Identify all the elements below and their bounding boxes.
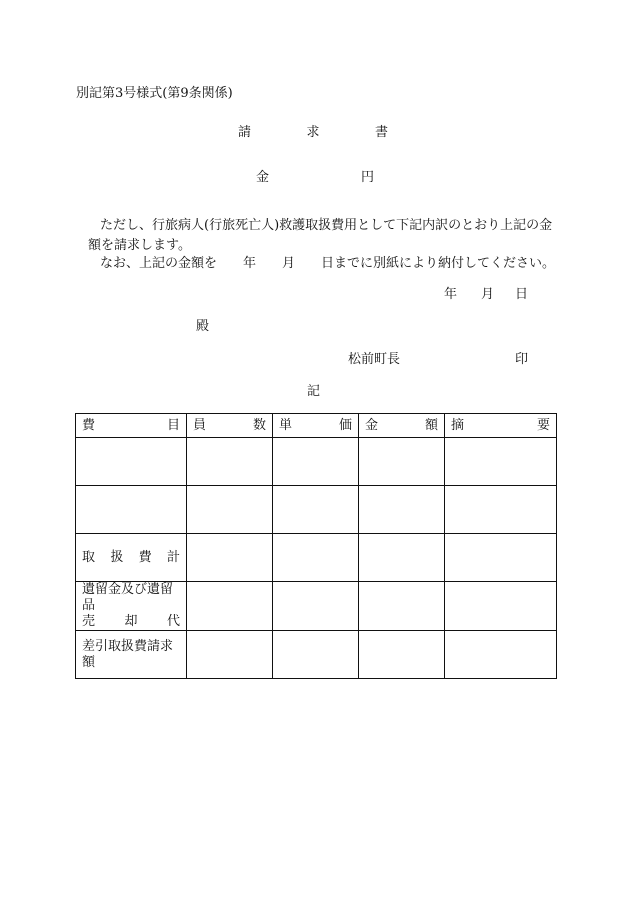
table-cell[interactable] — [76, 486, 187, 534]
table-row — [76, 438, 557, 486]
date-year-label: 年 — [444, 287, 458, 302]
row-label-remains: 遺留金及び遺留品 売 却 代 — [76, 582, 187, 631]
amount-prefix: 金 — [256, 170, 270, 185]
section-heading-ki: 記 — [307, 384, 321, 399]
table-cell[interactable] — [359, 534, 445, 582]
table-cell[interactable] — [359, 438, 445, 486]
row-label-handling-total: 取 扱 費 計 — [76, 534, 187, 582]
seal-mark: 印 — [515, 352, 529, 367]
table-row — [76, 486, 557, 534]
addressee-suffix: 殿 — [196, 319, 210, 334]
table-cell[interactable] — [187, 534, 273, 582]
row-label-net-claim: 差引取扱費請求額 — [76, 631, 187, 679]
table-row-handling-total — [76, 534, 557, 582]
header-cell-kingaku: 金 額 — [359, 414, 445, 438]
table-cell[interactable] — [273, 631, 359, 679]
breakdown-table — [75, 413, 557, 679]
title-char: 求 — [306, 125, 320, 140]
amount-suffix: 円 — [361, 170, 375, 185]
table-cell[interactable] — [359, 486, 445, 534]
table-cell[interactable] — [187, 582, 273, 631]
table-cell[interactable] — [359, 582, 445, 631]
header-cell-tekiyo: 摘 要 — [445, 414, 557, 438]
table-cell[interactable] — [187, 486, 273, 534]
table-header-row — [76, 414, 557, 438]
document-title — [238, 125, 388, 141]
table-cell[interactable] — [273, 534, 359, 582]
table-cell[interactable] — [273, 438, 359, 486]
table-cell[interactable] — [273, 486, 359, 534]
form-number: 別記第3号様式(第9条関係) — [76, 86, 233, 101]
sender-name: 松前町長 — [348, 352, 401, 367]
date-day-label: 日 — [515, 287, 529, 302]
header-cell-insu: 員 数 — [187, 414, 273, 438]
table-cell[interactable] — [187, 438, 273, 486]
table-cell[interactable] — [445, 631, 557, 679]
payment-paragraph: なお、上記の金額を 年 月 日までに別紙により納付してください。 — [100, 256, 556, 271]
title-char: 請 — [238, 125, 252, 140]
claim-paragraph: ただし、行旅病人(行旅死亡人)救護取扱費用として下記内訳のとおり上記の金額を請求します。 — [88, 218, 553, 253]
table-cell[interactable] — [445, 438, 557, 486]
table-cell[interactable] — [273, 582, 359, 631]
table-cell[interactable] — [359, 631, 445, 679]
table-row-net-claim — [76, 631, 557, 679]
table-cell[interactable] — [187, 631, 273, 679]
table-cell[interactable] — [445, 486, 557, 534]
header-cell-himoku: 費 目 — [76, 414, 187, 438]
table-cell[interactable] — [445, 534, 557, 582]
table-row-remains — [76, 582, 557, 631]
table-cell[interactable] — [76, 438, 187, 486]
title-char: 書 — [374, 125, 388, 140]
date-month-label: 月 — [481, 287, 495, 302]
table-cell[interactable] — [445, 582, 557, 631]
header-cell-tanka: 単 価 — [273, 414, 359, 438]
